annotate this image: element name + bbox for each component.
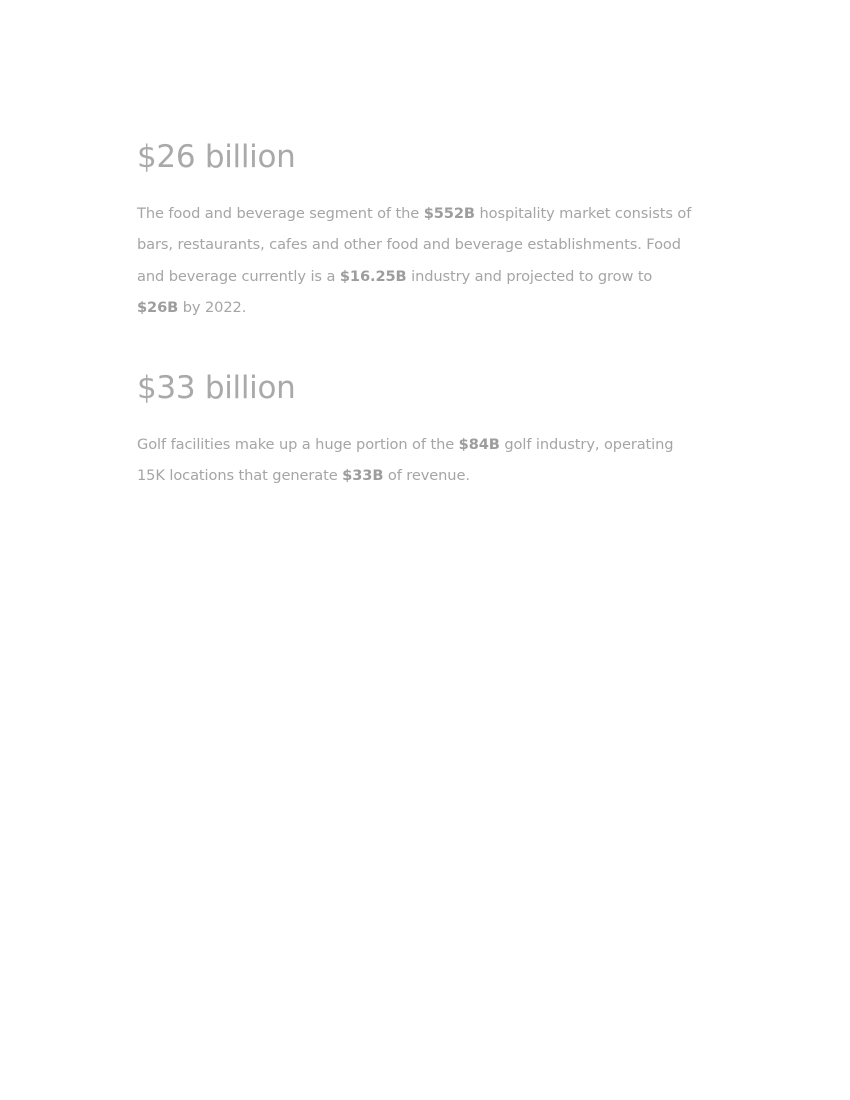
golf-section xyxy=(137,368,697,492)
text-run: golf industry, operating 15K locations that generate xyxy=(137,436,674,485)
highlight-figure: $16.25B xyxy=(339,267,407,285)
food-beverage-section xyxy=(137,137,697,323)
highlight-figure: $84B xyxy=(458,436,500,453)
food-beverage-heading: $26 billion xyxy=(137,139,296,175)
highlight-figure: $33B xyxy=(342,467,384,485)
text-run: The food and beverage segment of the xyxy=(137,205,424,222)
highlight-figure: $552B xyxy=(423,205,475,222)
text-run: industry and projected to grow to xyxy=(406,267,653,285)
text-run: hospitality market consists of bars, restaurants, cafes and other food and beverage establishments. Food and beverage currently is a xyxy=(137,205,692,285)
golf-heading: $33 billion xyxy=(137,370,296,406)
golf-paragraph xyxy=(137,429,697,492)
food-beverage-paragraph xyxy=(137,198,697,323)
text-run: by 2022. xyxy=(178,298,247,316)
text-run: Golf facilities make up a huge portion of the xyxy=(137,436,459,453)
highlight-figure: $26B xyxy=(137,298,179,316)
text-run: of revenue. xyxy=(383,467,470,485)
